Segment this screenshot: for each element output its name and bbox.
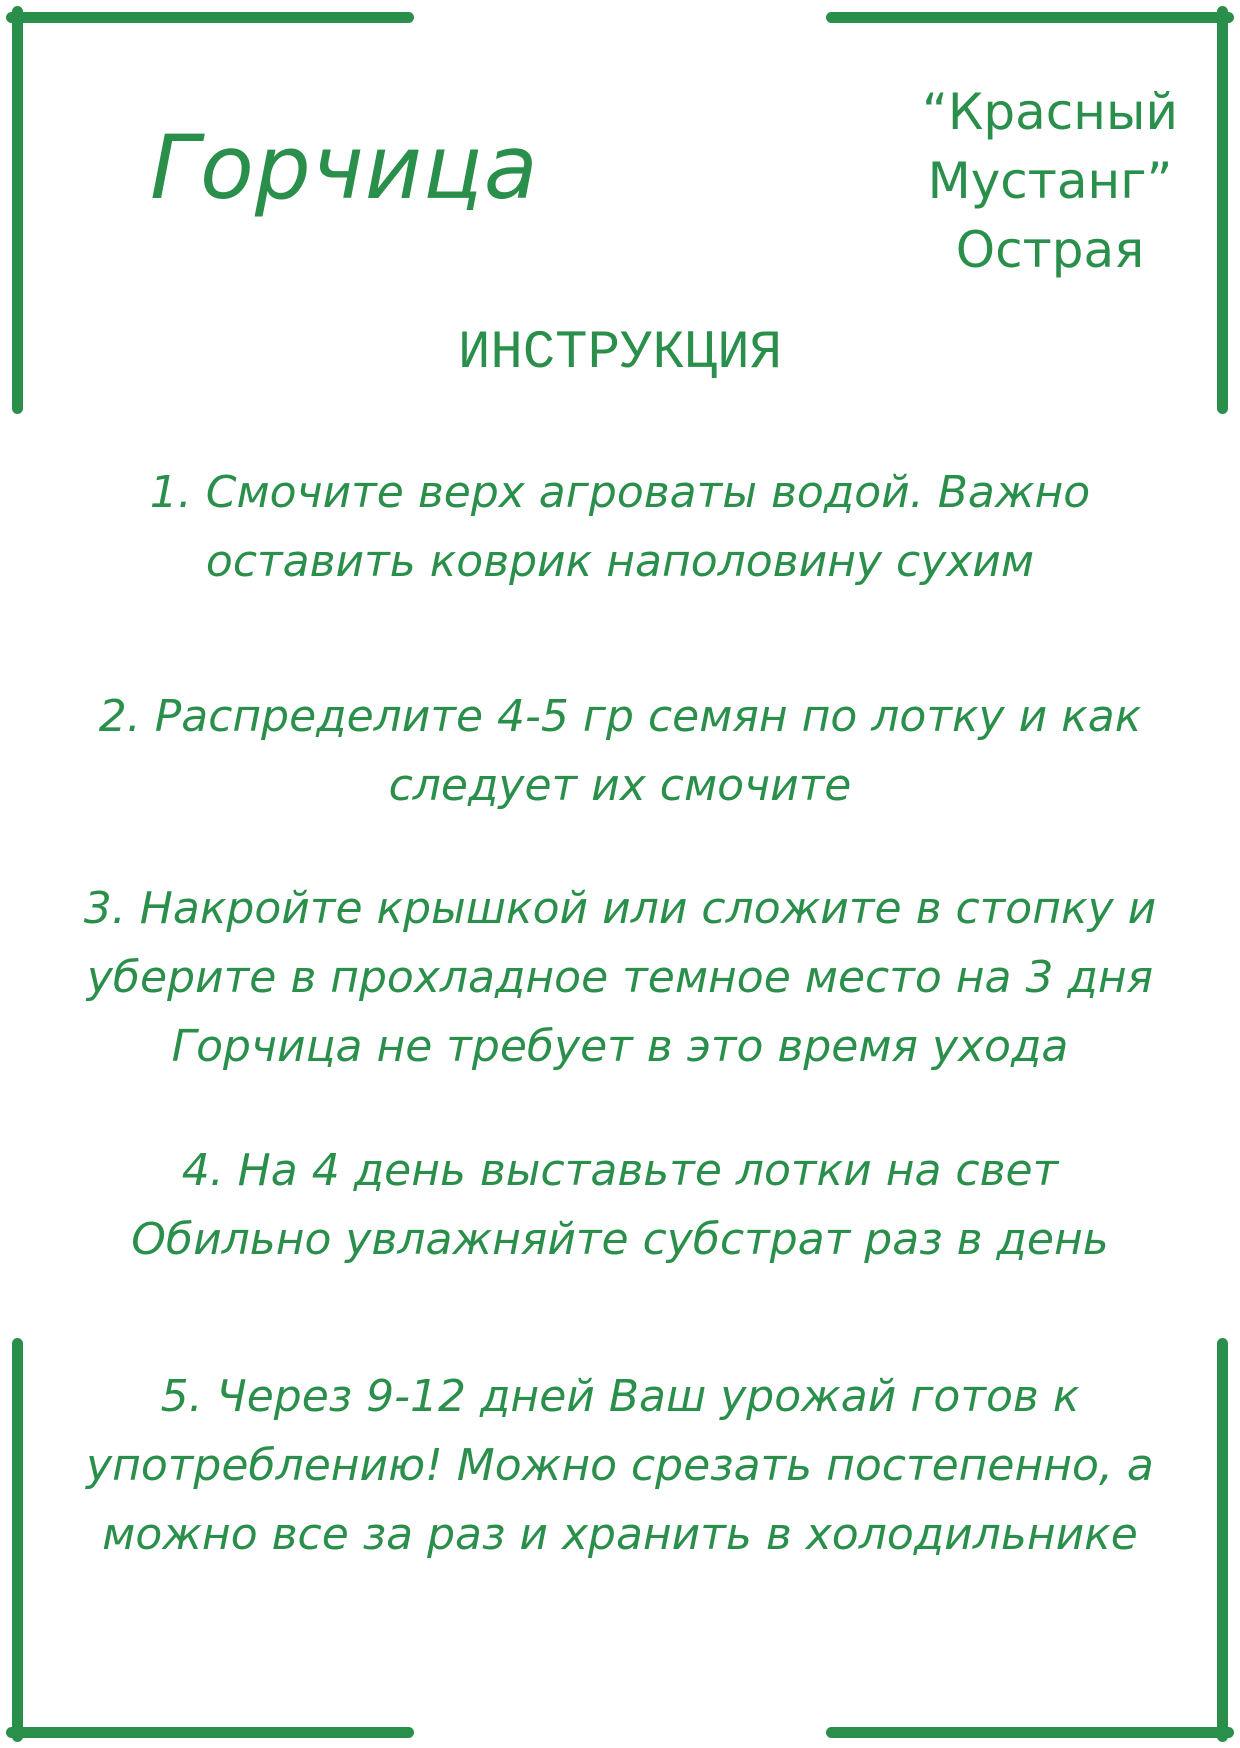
product-variety	[880, 78, 1220, 285]
instruction-step-2	[40, 682, 1200, 820]
step-line: уберите в прохладное темное место на 3 дня	[86, 952, 1154, 1003]
step-line: 3. Накройте крышкой или сложите в стопку и	[83, 883, 1157, 934]
variety-line: Острая	[955, 221, 1145, 279]
frame-corner-top-right-horizontal	[826, 12, 1234, 23]
product-title: Горчица	[150, 116, 539, 219]
instruction-step-5	[40, 1362, 1200, 1569]
step-line: следует их смочите	[388, 760, 852, 811]
variety-line: “Красный	[922, 83, 1178, 141]
step-line: употреблению! Можно срезать постепенно, а	[86, 1440, 1154, 1491]
step-line: 1. Смочите верх агроваты водой. Важно	[149, 467, 1091, 518]
step-line: 4. На 4 день выставьте лотки на свет	[181, 1145, 1059, 1196]
step-line: оставить коврик наполовину сухим	[205, 536, 1035, 587]
frame-corner-bottom-left-vertical	[12, 1338, 23, 1742]
instruction-step-3	[40, 874, 1200, 1081]
step-line: можно все за раз и хранить в холодильнике	[102, 1509, 1138, 1560]
instruction-step-4	[40, 1136, 1200, 1274]
step-line: Обильно увлажняйте субстрат раз в день	[131, 1214, 1109, 1265]
frame-corner-top-left-horizontal	[6, 12, 414, 23]
variety-line: Мустанг”	[927, 152, 1173, 210]
frame-corner-bottom-right-vertical	[1217, 1338, 1228, 1742]
step-line: Горчица не требует в это время ухода	[171, 1021, 1069, 1072]
frame-corner-bottom-right-horizontal	[826, 1727, 1234, 1738]
frame-corner-bottom-left-horizontal	[6, 1727, 414, 1738]
step-line: 2. Распределите 4-5 гр семян по лотку и как	[98, 691, 1142, 742]
step-line: 5. Через 9-12 дней Ваш урожай готов к	[160, 1371, 1080, 1422]
instruction-step-1	[40, 458, 1200, 596]
instructions-heading: ИНСТРУКЦИЯ	[457, 323, 783, 384]
